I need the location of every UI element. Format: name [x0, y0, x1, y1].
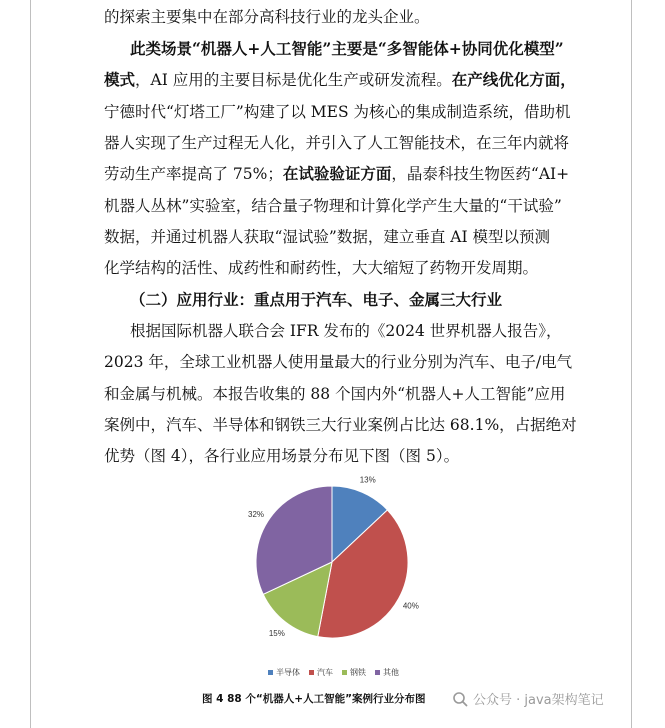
watermark — [452, 689, 604, 708]
paragraph-3-line-2: 2023 年，全球工业机器人使用量最大的行业分别为汽车、电子/电气 — [104, 353, 573, 371]
page-left-border — [30, 0, 31, 728]
section-heading: （二）应用行业：重点用于汽车、电子、金属三大行业 — [130, 290, 503, 309]
watermark-text: 公众号 · java架构笔记 — [473, 693, 604, 708]
pie-label-4: 32% — [248, 509, 265, 519]
paragraph-3-line-4: 案例中，汽车、半导体和钢铁三大行业案例占比达 68.1%，占据绝对 — [104, 416, 577, 434]
legend-swatch — [375, 670, 380, 675]
legend-item-3 — [342, 667, 366, 678]
legend-swatch — [268, 670, 273, 675]
paragraph-1-line-1: 的探索主要集中在部分高科技行业的龙头企业。 — [104, 8, 430, 26]
paragraph-2-line-3: 宁德时代“灯塔工厂”构建了以 MES 为核心的集成制造系统，借助机 — [104, 103, 571, 121]
paragraph-2-line-5: 劳动生产率提高了 75%；在试验验证方面，晶泰科技生物医药“AI+ — [104, 164, 570, 183]
paragraph-2-line-6: 机器人丛林”实验室，结合量子物理和计算化学产生大量的“干试验” — [104, 197, 562, 215]
chart-legend — [268, 667, 399, 678]
paragraph-3-line-1: 根据国际机器人联合会 IFR 发布的《2024 世界机器人报告》， — [130, 322, 562, 340]
pie-label-1: 13% — [359, 475, 376, 485]
legend-item-2 — [309, 667, 333, 678]
legend-label: 其他 — [383, 668, 399, 677]
pie-label-3: 15% — [268, 629, 285, 639]
legend-swatch — [309, 670, 314, 675]
wechat-search-icon — [452, 691, 468, 707]
legend-label: 汽车 — [317, 668, 333, 677]
pie-label-2: 40% — [402, 601, 419, 611]
paragraph-2-line-8: 化学结构的活性、成药性和耐药性，大大缩短了药物开发周期。 — [104, 259, 539, 277]
paragraph-2-line-4: 器人实现了生产过程无人化，并引入了人工智能技术，在三年内就将 — [104, 134, 570, 152]
paragraph-3-line-5: 优势（图 4），各行业应用场景分布见下图（图 5）。 — [104, 447, 460, 465]
industry-pie-chart — [240, 470, 440, 650]
paragraph-2-line-7: 数据，并通过机器人获取“湿试验”数据，建立垂直 AI 模型以预测 — [104, 228, 551, 246]
legend-item-1 — [268, 667, 300, 678]
page-right-border — [631, 0, 632, 728]
legend-swatch — [342, 670, 347, 675]
figure-caption: 图 4 88 个“机器人+人工智能”案例行业分布图 — [202, 693, 426, 705]
paragraph-3-line-3: 和金属与机械。本报告收集的 88 个国内外“机器人+人工智能”应用 — [104, 385, 566, 403]
paragraph-2-line-1: 此类场景“机器人+人工智能”主要是“多智能体+协同优化模型” — [130, 39, 564, 58]
paragraph-2-line-2: 模式，AI 应用的主要目标是优化生产或研发流程。在产线优化方面， — [104, 70, 576, 89]
legend-label: 半导体 — [276, 668, 300, 677]
legend-label: 钢铁 — [350, 668, 366, 677]
legend-item-4 — [375, 667, 399, 678]
